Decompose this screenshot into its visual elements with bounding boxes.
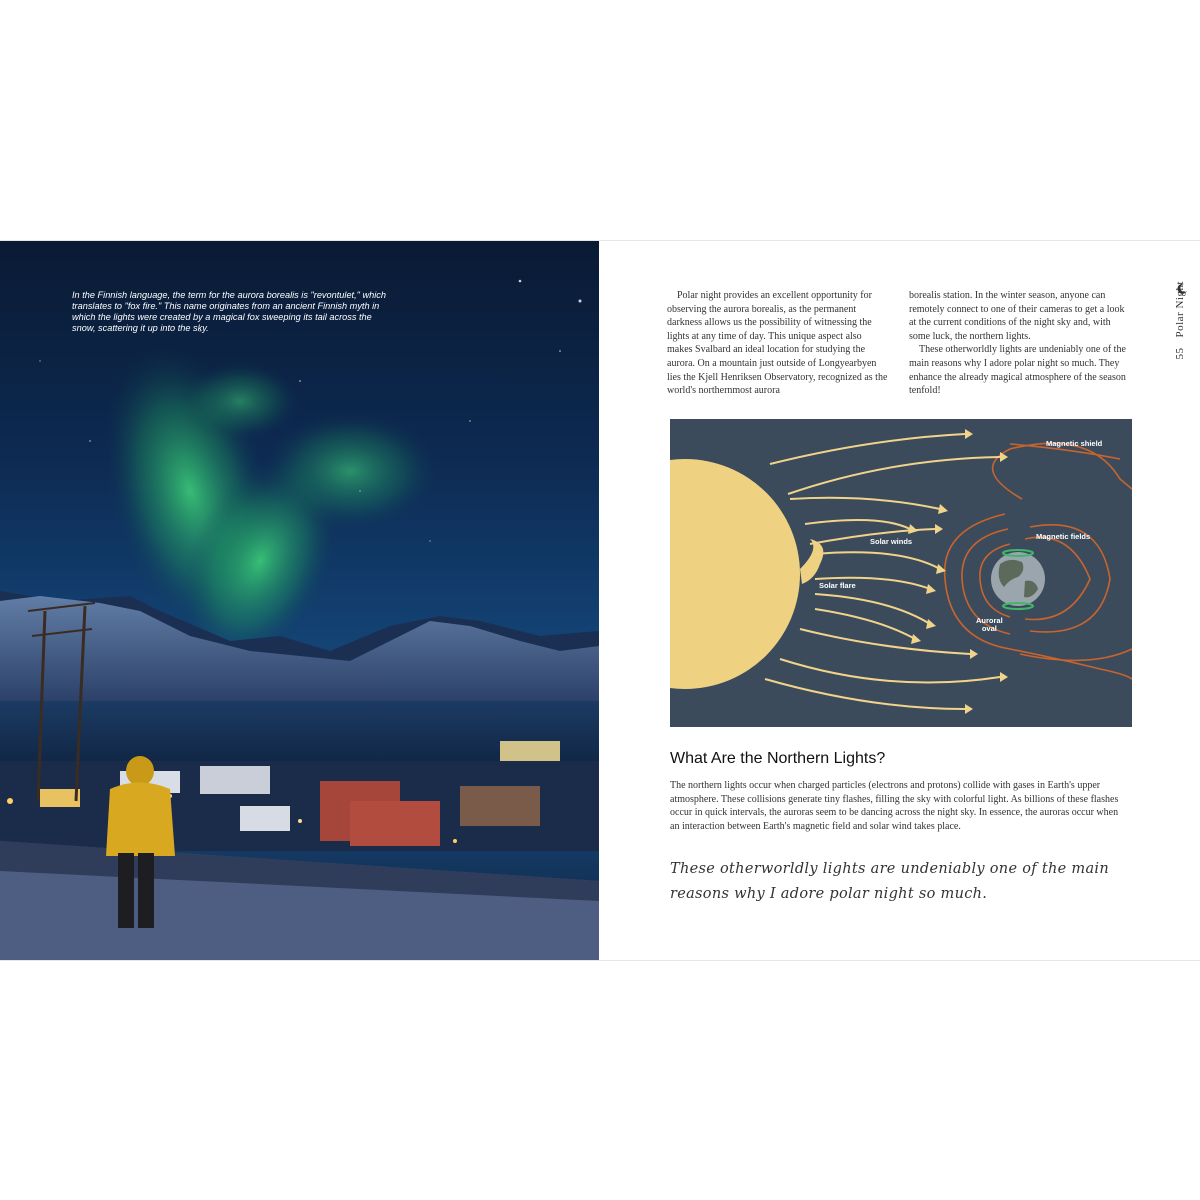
body-paragraph-1: Polar night provides an excellent opportunity for observing the aurora borealis, as the permanent darkness allows us the possibility of witnessing the lights at any time of day. This unique aspect also makes Svalbard an ideal location for studying the aurora. On a mountain just outside of Longyearbyen lies the Kjell Henriksen Observatory, recognized as the world's northernmost aurora: [667, 290, 888, 397]
section-heading: What Are the Northern Lights?: [670, 750, 886, 767]
label-solar-flare: Solar flare: [819, 581, 856, 590]
body-column-2: [909, 289, 1131, 398]
diagram-graphic: [670, 419, 1132, 727]
photo-caption: In the Finnish language, the term for the aurora borealis is "revontulet," which translates to "fox fire." This name originates from an ancient Finnish myth in which the lights were created by a magical fox sweeping its tail across the snow, scattering it up into the sky.: [72, 290, 386, 333]
label-auroral-oval-line2: oval: [981, 624, 997, 633]
label-auroral-oval: [976, 617, 1003, 633]
solar-flare-shape: [800, 539, 823, 584]
solar-wind-arrows: [765, 434, 1000, 709]
aurora-photo: [0, 241, 599, 960]
label-magnetic-fields: Magnetic fields: [1036, 532, 1091, 541]
body-paragraph-2: borealis station. In the winter season, anyone can remotely connect to one of their cameras to get a look at the current conditions of the night sky and, with some luck, the northern lights.: [909, 290, 1125, 342]
earth-shape: [991, 552, 1045, 606]
explanation-paragraph: The northern lights occur when charged particles (electrons and protons) collide with gases in Earth's upper atmosphere. These collisions generate tiny flashes, filling the sky with colorful light. As billions of these flashes occur in quick intervals, the auroras seem to be dancing across the night sky. In essence, the auroras occur when an interaction between Earth's magnetic field and solar wind takes place.: [670, 780, 1119, 832]
right-page: [599, 241, 1200, 960]
running-head: [1174, 281, 1186, 360]
book-spread: [0, 240, 1200, 961]
northern-lights-diagram: [670, 419, 1132, 727]
handwritten-quote: These otherworldly lights are undeniably one of the main reasons why I adore polar night so much.: [670, 861, 1109, 902]
label-auroral-oval-line1: Auroral: [976, 616, 1003, 625]
magnetic-field-lines: [945, 443, 1132, 679]
aurora-landscape-illustration: [0, 241, 599, 960]
label-solar-winds: Solar winds: [870, 537, 913, 546]
section-title: Polar Night: [1174, 281, 1186, 338]
label-magnetic-shield: Magnetic shield: [1046, 439, 1103, 448]
body-column-1: [667, 289, 889, 398]
body-paragraph-3: These otherworldly lights are undeniably one of the main reasons why I adore polar night so much. They enhance the already magical atmosphere of the season tenfold!: [909, 344, 1126, 397]
page-number: 55: [1174, 347, 1186, 360]
sun-shape: [670, 459, 800, 689]
